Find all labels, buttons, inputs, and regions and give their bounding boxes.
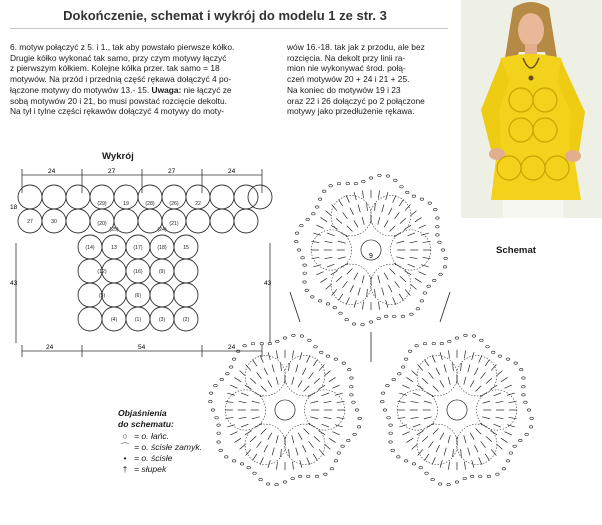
legend-item	[118, 430, 202, 441]
page-title: Dokończenie, schemat i wykrój do modelu 1 ze str. 3	[63, 8, 387, 23]
motif-label: (14)	[85, 245, 95, 251]
dim-side-right: 43	[264, 280, 272, 287]
dim-top-2: 27	[108, 168, 116, 175]
text-line: czeń motywów 20 + 24 i 21 + 25.	[287, 74, 410, 85]
slip-stitch-icon: ⌒	[120, 441, 130, 452]
motif-label: (17)	[133, 245, 143, 251]
dim-bottom-1: 24	[46, 344, 54, 351]
text-line	[10, 85, 280, 96]
crochet-chart	[200, 172, 540, 492]
motif-label: (29)	[97, 201, 107, 207]
instructions-column-1	[10, 42, 280, 117]
motif-label: (20)	[97, 221, 107, 227]
motif-label: (18)	[157, 245, 167, 251]
chain-icon: ○	[122, 430, 128, 441]
dim-top-4: 24	[228, 168, 236, 175]
motif-label: 27	[27, 219, 33, 225]
motif-label: 13	[111, 245, 117, 251]
motif-label: (5)	[98, 293, 106, 299]
text-segment: łączone motywy do motywów 13.- 15.	[10, 84, 150, 95]
crochet-motif-top	[295, 174, 448, 326]
motif-circle	[42, 185, 66, 209]
double-crochet-icon: †	[122, 463, 128, 474]
title-divider	[10, 28, 448, 29]
motif-label: (6)	[134, 293, 142, 299]
legend-item	[118, 452, 202, 463]
legend-label: = o. ścisłe zamyk.	[134, 441, 203, 452]
legend-item	[118, 441, 202, 452]
motif-label: (25)	[109, 227, 119, 233]
motif-circle	[102, 283, 126, 307]
motif-label: (28)	[145, 201, 155, 207]
motif-circle	[18, 185, 42, 209]
dim-left: 18	[10, 204, 18, 211]
text-line: 6. motyw połączyć z 5. i 1., tak aby powstało pierwsze kółko.	[10, 42, 235, 52]
legend-label: = słupek	[134, 463, 167, 474]
text-line: motywy jako przedłużenie rękawa.	[287, 106, 415, 117]
motif-circle	[78, 307, 102, 331]
legend-subheading: do schematu:	[118, 419, 174, 429]
motif-circle	[66, 185, 90, 209]
text-line: Na koniec do motywów 19 i 23	[287, 84, 401, 95]
instructions-column-2	[287, 42, 455, 117]
wykroj-title: Wykrój	[102, 151, 134, 162]
motif-label: (24)	[157, 227, 167, 233]
dim-top-1: 24	[48, 168, 56, 175]
text-line: wów 16.-18. tak jak z przodu, ale bez	[287, 42, 425, 52]
motif-circle	[150, 283, 174, 307]
legend-heading: Objaśnienia	[118, 408, 167, 418]
crochet-motif-right	[381, 334, 534, 486]
warning-label: Uwaga:	[151, 84, 182, 95]
motif-label: (2)	[182, 317, 190, 323]
motif-label: 15	[183, 245, 189, 251]
motif-label: (16)	[133, 269, 143, 275]
join-arrow	[440, 292, 450, 322]
crochet-motif-left	[209, 334, 362, 486]
join-arrow	[290, 292, 300, 322]
text-line: oraz 22 i 26 dołączyć po 2 połączone	[287, 95, 425, 106]
motif-label: 22	[195, 201, 201, 207]
dim-bottom-2: 54	[138, 344, 146, 351]
motif-label: (12)	[97, 269, 107, 275]
text-segment: nie łączyć ze	[183, 84, 232, 95]
motif-circle	[174, 283, 198, 307]
text-line: Drugie kółko wykonać tak samo, przy czym motywy łączyć	[10, 52, 227, 63]
motif-circle	[66, 209, 90, 233]
legend-item	[118, 463, 202, 474]
schemat-title: Schemat	[496, 245, 536, 256]
legend-label: = o. łańc.	[134, 430, 170, 441]
motif-label: (3)	[158, 317, 166, 323]
text-line: mion nie wykonywać środ. połą-	[287, 63, 406, 74]
text-line: Na tył i tylne części rękawów dołączyć 4 motywy do moty-	[10, 106, 225, 117]
motif-label: (21)	[169, 221, 179, 227]
text-line: rozcięcia. Na dekolt przy linii ra-	[287, 52, 406, 63]
dim-side-left: 43	[10, 280, 18, 287]
text-line: sobą motywów 20 i 21, bo musi powstać rozcięcie dekoltu.	[10, 95, 227, 106]
motif-label: 30	[51, 219, 57, 225]
text-line: z pierwszym kółkiem. Kolejne kółka przer. tak samo = 18	[10, 63, 220, 74]
motif-label: (26)	[169, 201, 179, 207]
motif-circle	[174, 259, 198, 283]
motif-number: 9	[369, 253, 373, 260]
motif-label: 19	[123, 201, 129, 207]
legend-label: = o. ścisłe	[134, 452, 173, 463]
motif-label: (4)	[110, 317, 118, 323]
dim-bottom-3: 24	[228, 344, 236, 351]
motif-label: (1)	[134, 317, 142, 323]
dim-top-3: 27	[168, 168, 176, 175]
motif-label: (9)	[158, 269, 166, 275]
single-crochet-icon: •	[123, 452, 127, 463]
legend	[118, 408, 202, 474]
text-line: motywów. Na przód i przednią część rękawa dołączyć 4 po-	[10, 74, 232, 85]
